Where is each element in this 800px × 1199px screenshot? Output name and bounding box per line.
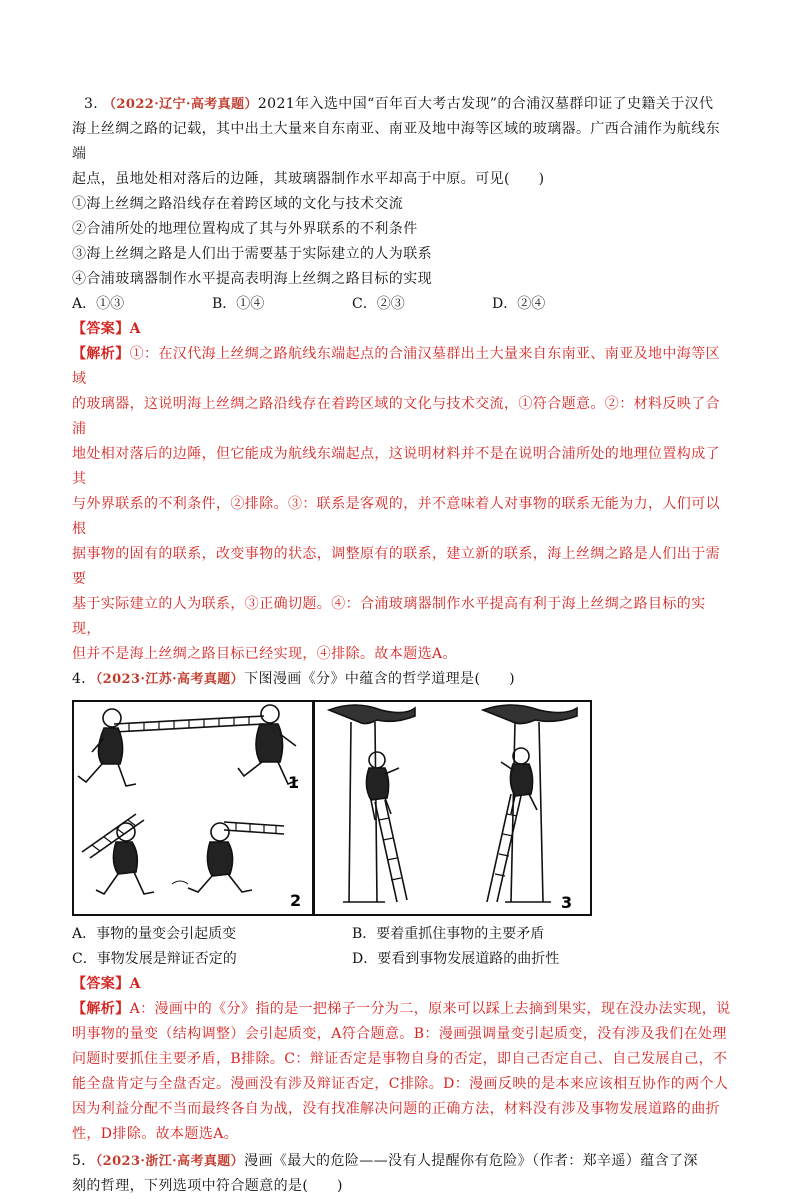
q3-analysis-line-2: 的玻璃器，这说明海上丝绸之路沿线存在着跨区域的文化与技术交流，①符合题意。②：材料反映了合浦 — [72, 396, 720, 437]
q3-option-b[interactable]: B．①④ — [212, 296, 265, 312]
q4-analysis-line-2: 明事物的量变（结构调整）会引起质变，A符合题意。B：漫画强调量变引起质变，没有涉及我们在处理 — [72, 1026, 727, 1042]
q3-analysis-line-1: 【解析】①：在汉代海上丝绸之路航线东端起点的合浦汉墓群出土大量来自东南亚、南亚及地中海等区域 — [72, 346, 721, 387]
q4-option-c[interactable]: C．事物发展是辩证否定的 — [72, 951, 237, 967]
q3-stem-line-3: 起点，虽地处相对落后的边陲，其玻璃器制作水平却高于中原。可见( ) — [72, 171, 545, 187]
q3-analysis-line-3: 地处相对落后的边陲，但它能成为航线东端起点，这说明材料并不是在说明合浦所处的地理位置构成了其 — [72, 446, 720, 487]
q3-item-2: ②合浦所处的地理位置构成了其与外界联系的不利条件 — [72, 221, 418, 237]
q3-analysis-line-6: 基于实际建立的人为联系，③正确切题。④：合浦玻璃器制作水平提高有利于海上丝绸之路目标的实现， — [72, 596, 706, 637]
panel-number-1: 1 — [288, 773, 300, 792]
q4-answer-value: A — [129, 976, 141, 992]
q3-item-3: ③海上丝绸之路是人们出于需要基于实际建立的人为联系 — [72, 246, 432, 262]
q3-answer — [72, 317, 732, 342]
q4-option-b[interactable]: B．要着重抓住事物的主要矛盾 — [352, 926, 545, 942]
q3-analysis-line-4: 与外界联系的不利条件，②排除。③：联系是客观的，并不意味着人对事物的联系无能为力，人们可以根 — [72, 496, 720, 537]
q4-analysis-line-4: 能全盘肯定与全盘否定。漫画没有涉及辩证否定，C排除。D：漫画反映的是本来应该相互协作的两个人 — [72, 1076, 729, 1092]
q3-source-tag: （2022·辽宁·高考真题） — [103, 97, 258, 112]
q4-answer-label: 【答案】 — [72, 976, 130, 992]
cartoon-men-climbing-trees-illustration — [315, 702, 590, 914]
q4-options-row-2 — [72, 947, 732, 972]
q4-number: 4． — [72, 671, 96, 687]
exam-page — [72, 92, 732, 1199]
q3-item-1: ①海上丝绸之路沿线存在着跨区域的文化与技术交流 — [72, 196, 404, 212]
q3-analysis-label: 【解析】 — [72, 346, 130, 362]
q5-source-tag: （2023·浙江·高考真题） — [95, 1154, 245, 1169]
q3-option-a[interactable]: A．①③ — [72, 296, 125, 312]
q4-option-a[interactable]: A．事物的量变会引起质变 — [72, 926, 237, 942]
q3-stem-line-2: 海上丝绸之路的记载，其中出土大量来自东南亚、南亚及地中海等区域的玻璃器。广西合浦作为航线东端 — [72, 121, 720, 162]
q4-options-row-1 — [72, 922, 732, 947]
q3-option-c[interactable]: C．②③ — [352, 296, 405, 312]
q5-stem-line-2: 刻的哲理，下列选项中符合题意的是( ) — [72, 1178, 343, 1194]
q4-source-tag: （2023·江苏·高考真题） — [95, 672, 245, 687]
q3-answer-value: A — [129, 321, 141, 337]
q3-item-4: ④合浦玻璃器制作水平提高表明海上丝绸之路目标的实现 — [72, 271, 432, 287]
q3-options — [72, 292, 732, 317]
q5-stem-line-1: 5．（2023·浙江·高考真题）漫画《最大的危险——没有人提醒你有危险》（作者：郑辛遥）蕴含了深 — [72, 1153, 698, 1169]
q4-analysis-line-6: 性，D排除。故本题选A。 — [72, 1126, 239, 1142]
cartoon-panel-left — [74, 702, 315, 914]
cartoon-figure — [72, 700, 592, 916]
q4-analysis-label: 【解析】 — [72, 1001, 130, 1017]
q3-analysis-line-5: 据事物的固有的联系，改变事物的状态，调整原有的联系，建立新的联系，海上丝绸之路是人们出于需要 — [72, 546, 720, 587]
cartoon-two-men-ladder-illustration — [74, 702, 312, 914]
q3-analysis-line-7: 但并不是海上丝绸之路目标已经实现，④排除。故本题选A。 — [72, 646, 457, 662]
q3-answer-label: 【答案】 — [72, 321, 130, 337]
q4-answer — [72, 972, 732, 997]
q4-stem: 4．（2023·江苏·高考真题）下图漫画《分》中蕴含的哲学道理是( ) — [72, 671, 515, 687]
q4-analysis-line-1: 【解析】A：漫画中的《分》指的是一把梯子一分为二，原来可以踩上去摘到果实，现在没办法实现，说 — [72, 1001, 731, 1017]
q4-analysis-line-5: 因为利益分配不当而最终各自为战，没有找准解决问题的正确方法，材料没有涉及事物发展道路的曲折 — [72, 1101, 720, 1117]
panel-number-3: 3 — [561, 893, 573, 912]
q4-option-d[interactable]: D．要看到事物发展道路的曲折性 — [352, 951, 560, 967]
q3-option-d[interactable]: D．②④ — [492, 296, 546, 312]
panel-number-2: 2 — [290, 891, 302, 910]
q3-number: 3. — [84, 96, 99, 112]
q3-stem-line-1: 3. （2022·辽宁·高考真题）2021年入选中国“百年百大考古发现”的合浦汉墓群印证了史籍关于汉代 — [84, 96, 714, 112]
q5-number: 5． — [72, 1153, 96, 1169]
q4-analysis-line-3: 问题时要抓住主要矛盾，B排除。C：辩证否定是事物自身的否定，即自己否定自己、自己发展自己，不 — [72, 1051, 728, 1067]
cartoon-panel-right — [315, 702, 590, 914]
